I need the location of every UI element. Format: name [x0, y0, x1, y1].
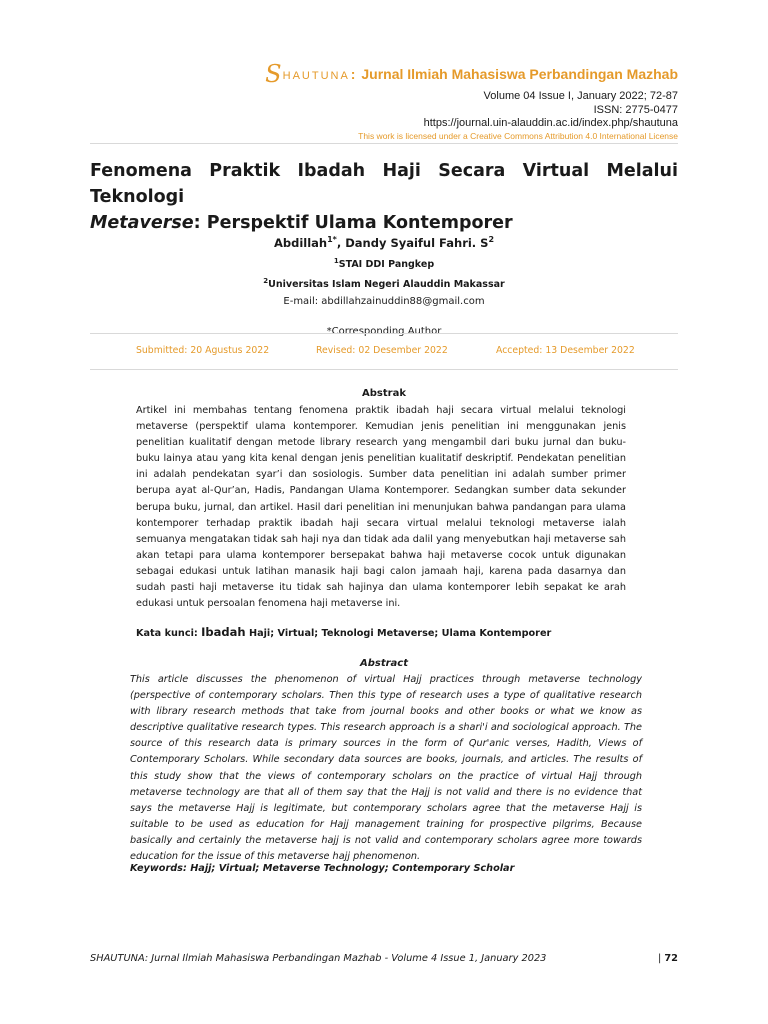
author-block	[90, 230, 678, 339]
author-names: Abdillah$^{1*}$, Dandy Syaiful Fahri. $S^2$	[273, 235, 495, 250]
journal-header	[158, 60, 678, 142]
kata-kunci: Kata kunci: Ibadah Haji; Virtual; Teknologi Metaverse; Ulama Kontemporer	[136, 625, 552, 639]
journal-subtitle: Jurnal Ilmiah Mahasiswa Perbandingan Mazhab	[361, 66, 678, 82]
dates-divider-top	[90, 333, 678, 334]
journal-name: HAUTUNA	[282, 70, 350, 82]
abstract-heading: Abstract	[359, 658, 409, 669]
dates-divider-bottom	[90, 369, 678, 370]
page-footer	[90, 953, 678, 964]
journal-volume: Volume 04 Issue I, January 2022; 72-87	[483, 90, 678, 102]
title-line-1: Fenomena Praktik Ibadah Haji Secara Virtual Melalui Teknologi	[90, 161, 678, 207]
journal-issn: ISSN: 2775-0477	[593, 103, 678, 116]
abstrak-heading: Abstrak	[362, 388, 406, 399]
revised-date: Revised: 02 Desember 2022	[316, 345, 448, 356]
header-divider	[90, 143, 678, 144]
page-number: | 72	[657, 953, 678, 964]
accepted-date: Accepted: 13 Desember 2022	[496, 345, 635, 356]
title-line-2: : Perspektif Ulama Kontemporer	[193, 213, 513, 233]
title-italic-term: Metaverse	[90, 213, 194, 233]
article-title	[90, 158, 678, 236]
journal-separator: :	[350, 66, 356, 82]
footer-citation: SHAUTUNA: Jurnal Ilmiah Mahasiswa Perbandingan Mazhab - Volume 4 Issue 1, January 2023	[90, 953, 547, 964]
author-email[interactable]: E-mail: abdillahzainuddin88@gmail.com	[283, 296, 485, 308]
license-link[interactable]: This work is licensed under a Creative Commons Attribution 4.0 International License	[358, 130, 678, 141]
submitted-date: Submitted: 20 Agustus 2022	[136, 345, 270, 356]
journal-title	[158, 60, 678, 88]
abstrak-body: Artikel ini membahas tentang fenomena praktik ibadah haji secara virtual melalui teknologi metaverse (perspektif ulama kontemporer. Kemudian jenis penelitian ini menggunakan jenis penelitian kualitatif dengan metode library research yang mengambil dari buku jurnal dan buku-buku lainya atau yang kita kenal dengan jenis penelitian kualitatif deskriptif. Pendekatan penelitian ini adalah pendekatan syar’i dan sosiologis. Sumber data penelitian ini adalah sumber primer berupa ayat al-Qur’an, Hadis, Pandangan Ulama Kontemporer. Sedangkan sumber data sekunder berupa buku, jurnal, dan artikel. Hasil dari penelitian ini menunjukan bahwa pandangan para ulama kontemporer terhadap praktik ibadah haji secara virtual melalui teknologi metaverse ialah semuanya mengatakan tidak sah haji nya dan tidak ada dalil yang menyebutkan haji metaverse sah akan tetapi para ulama kontemporer bersepakat bahwa haji metaverse cocok untuk digunakan sebagai edukasi untuk latihan manasik haji bagi calon jamaah haji, karena pada dasarnya dan sudah pasti haji metaverse itu tidak sah hajinya dan ulama kontemporer lebih sepakat ke arah edukasi untuk persoalan fenomena haji metaverse ini.	[136, 405, 626, 610]
affiliation-1: $^1$STAI DDI Pangkep	[333, 256, 435, 270]
abstract-body: This article discusses the phenomenon of virtual Hajj practices through metaverse technology (perspective of contemporary scholars. Then this type of research uses a type of qualitative research with library research methods that take from journal books and other books or what we know as descriptive qualitative research types. This research approach is a shari'i and sociological approach. The source of this research data is primary sources in the form of Qur'anic verses, Hadith, Views of Contemporary Scholars. While secondary data sources are books, journals, and articles. The results of this study show that the views of contemporary scholars on the practice of virtual Hajj through metaverse technology are that all of them say that the Hajj is not valid and there is no evidence that says the metaverse Hajj is legitimate, but contemporary scholars agree that the metaverse Hajj is suitable to be used as education for Hajj management training for prospective pilgrims, Because basically and certainly the metaverse hajj is not valid and contemporary scholars agree more towards education for the issue of this metaverse hajj phenomenon.	[130, 674, 642, 863]
keywords: Keywords: Hajj; Virtual; Metaverse Technology; Contemporary Scholar	[130, 863, 515, 874]
affiliation-2: $^2$Universitas Islam Negeri Alauddin Makassar	[263, 276, 505, 291]
journal-logo-icon: S	[265, 60, 282, 88]
journal-url[interactable]: https://journal.uin-alauddin.ac.id/index.php/shautuna	[423, 117, 678, 129]
corresponding-author-note: *Corresponding Author	[326, 326, 442, 338]
